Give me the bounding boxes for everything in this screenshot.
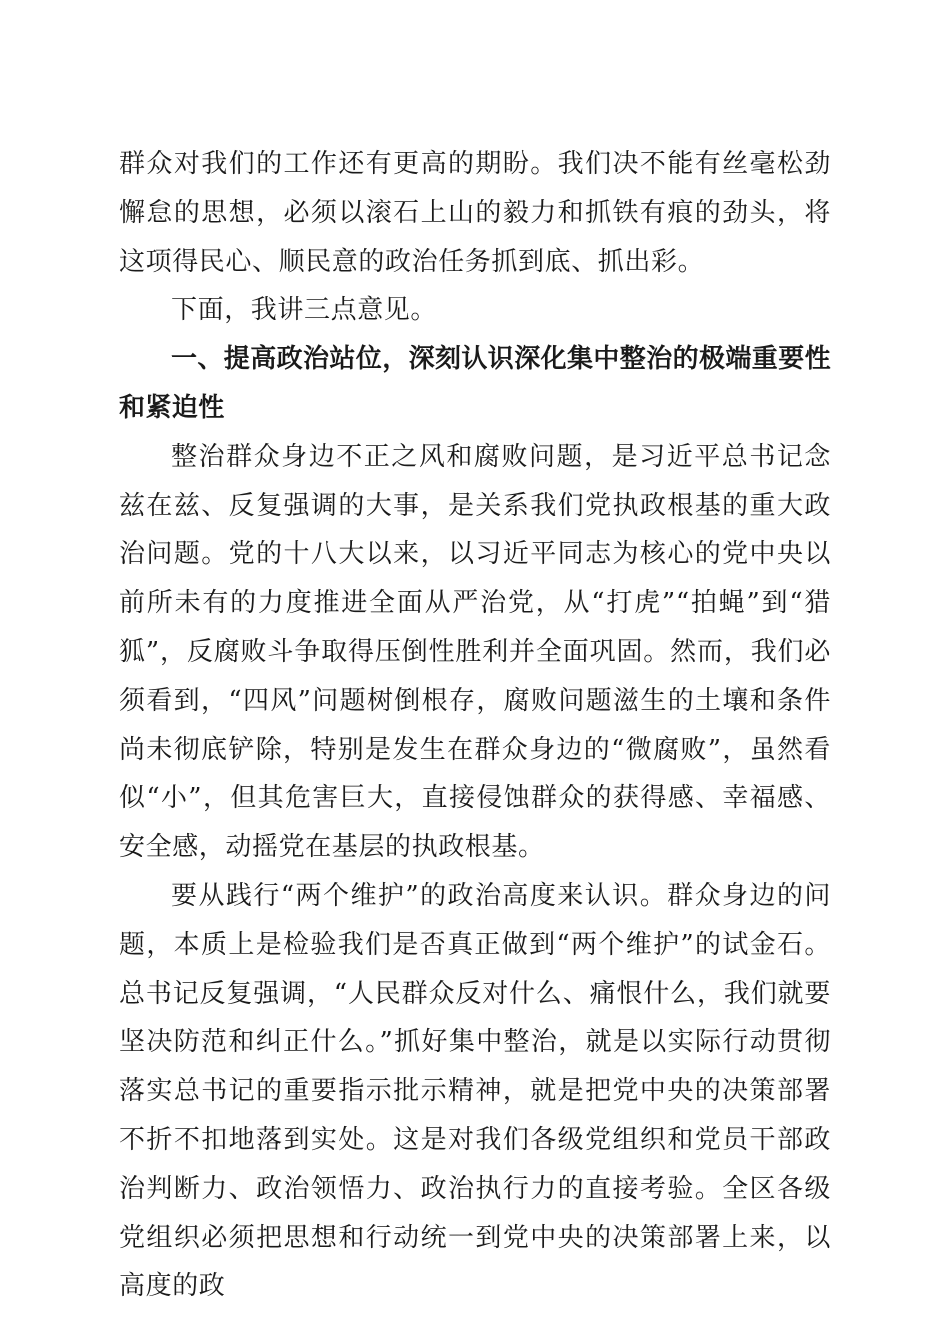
document-body <box>119 140 831 1311</box>
paragraph-body-2: 要从践行“两个维护”的政治高度来认识。群众身边的问题，本质上是检验我们是否真正做到“两个维护”的试金石。总书记反复强调，“人民群众反对什么、痛恨什么，我们就要坚决防范和纠正什么。”抓好集中整治，就是以实际行动贯彻落实总书记的重要指示批示精神，就是把党中央的决策部署不折不扣地落到实处。这是对我们各级党组织和党员干部政治判断力、政治领悟力、政治执行力的直接考验。全区各级党组织必须把思想和行动统一到党中央的决策部署上来，以高度的政 <box>119 880 831 1302</box>
paragraph-intro: 下面，我讲三点意见。 <box>171 295 438 326</box>
paragraph-continuation: 群众对我们的工作还有更高的期盼。我们决不能有丝毫松劲懈怠的思想，必须以滚石上山的毅力和抓铁有痕的劲头，将这项得民心、顺民意的政治任务抓到底、抓出彩。 <box>119 149 831 277</box>
section-heading-1: 一、提高政治站位，深刻认识深化集中整治的极端重要性和紧迫性 <box>119 344 832 423</box>
paragraph-body-1: 整治群众身边不正之风和腐败问题，是习近平总书记念兹在兹、反复强调的大事，是关系我们党执政根基的重大政治问题。党的十八大以来，以习近平同志为核心的党中央以前所未有的力度推进全面从严治党，从“打虎”“拍蝇”到“猎狐”，反腐败斗争取得压倒性胜利并全面巩固。然而，我们必须看到，“四风”问题树倒根存，腐败问题滋生的土壤和条件尚未彻底铲除，特别是发生在群众身边的“微腐败”，虽然看似“小”，但其危害巨大，直接侵蚀群众的获得感、幸福感、安全感，动摇党在基层的执政根基。 <box>119 441 831 863</box>
